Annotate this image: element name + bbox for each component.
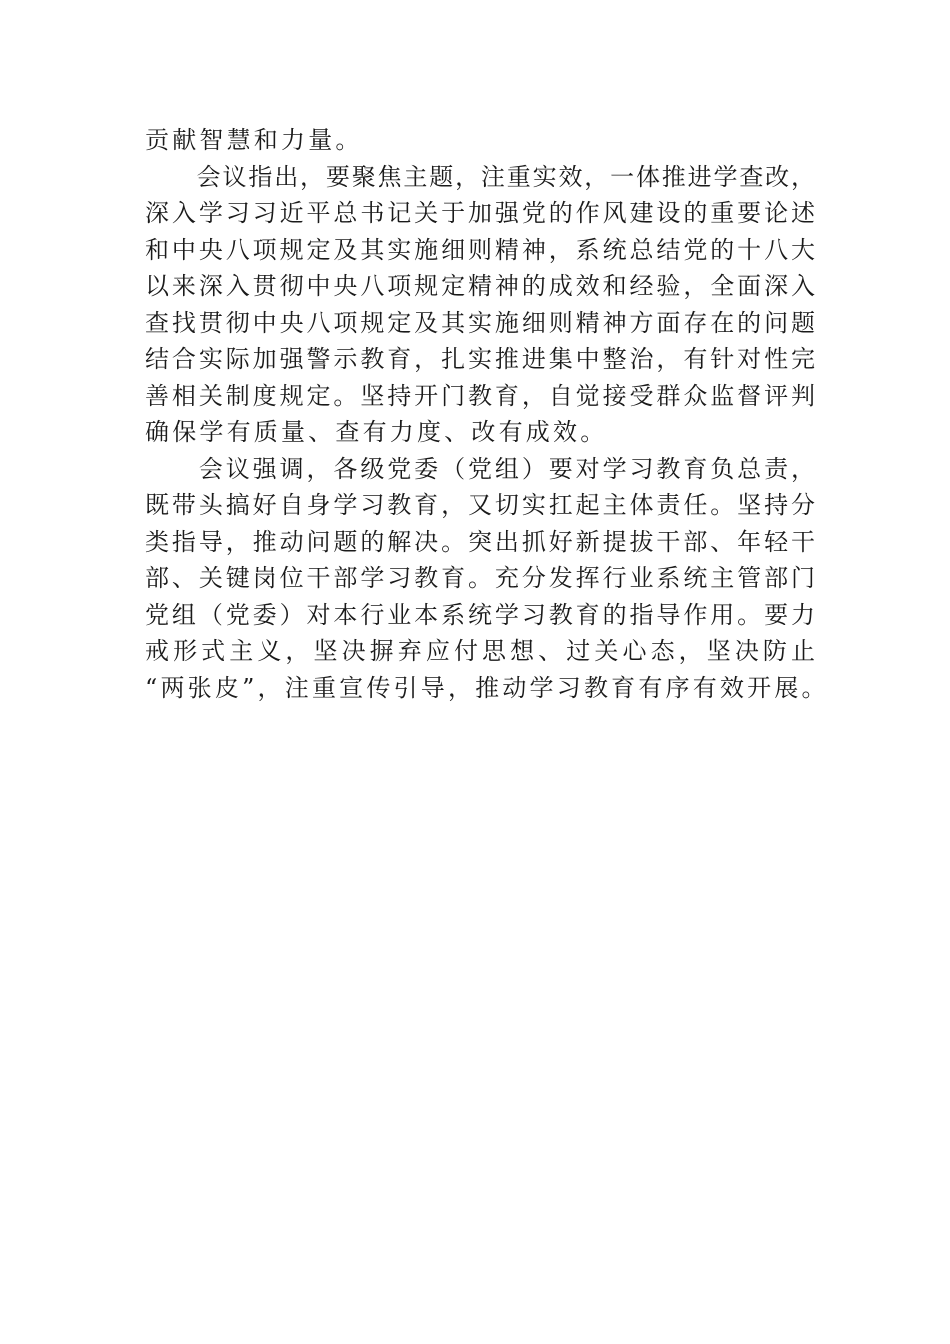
text-line: 会议强调，各级党委（党组）要对学习教育负总责，	[145, 454, 815, 483]
text-line: 深入学习习近平总书记关于加强党的作风建设的重要论述	[145, 199, 815, 227]
text-line: 部、关键岗位干部学习教育。充分发挥行业系统主管部门	[145, 564, 815, 592]
text-line: 善相关制度规定。坚持开门教育，自觉接受群众监督评判	[145, 381, 815, 410]
text-line: 既带头搞好自身学习教育，又切实扛起主体责任。坚持分	[145, 491, 815, 519]
text-line: “两张皮”，注重宣传引导，推动学习教育有序有效开展。	[145, 673, 829, 702]
text-line: 以来深入贯彻中央八项规定精神的成效和经验，全面深入	[145, 272, 815, 300]
body-text	[145, 122, 829, 706]
text-line: 戒形式主义，坚决摒弃应付思想、过关心态，坚决防止	[145, 637, 815, 665]
text-line: 党组（党委）对本行业本系统学习教育的指导作用。要力	[145, 600, 815, 629]
text-line: 贡献智慧和力量。	[145, 126, 363, 154]
text-line: 查找贯彻中央八项规定及其实施细则精神方面存在的问题	[145, 308, 815, 337]
text-line: 会议指出，要聚焦主题，注重实效，一体推进学查改，	[145, 162, 815, 191]
text-line: 确保学有质量、查有力度、改有成效。	[145, 418, 608, 446]
text-line: 类指导，推动问题的解决。突出抓好新提拔干部、年轻干	[145, 527, 815, 556]
text-line: 和中央八项规定及其实施细则精神，系统总结党的十八大	[145, 235, 815, 264]
text-line: 结合实际加强警示教育，扎实推进集中整治，有针对性完	[145, 345, 815, 373]
